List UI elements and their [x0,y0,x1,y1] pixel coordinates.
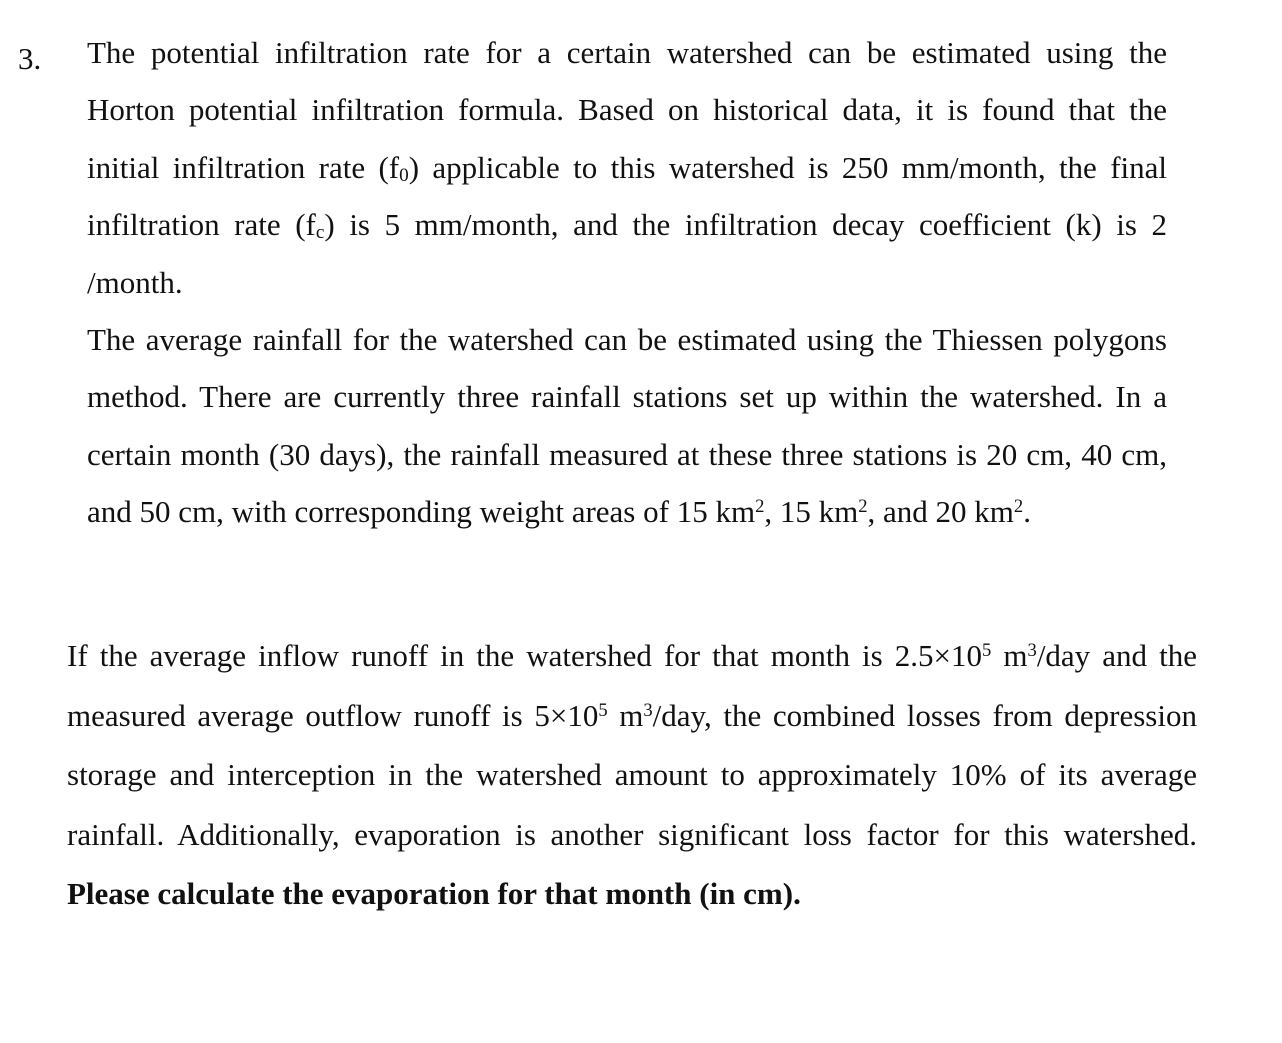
question-prompt: Please calculate the evaporation for that month (in cm). [67,876,801,912]
para3-superscript-2: 3 [1027,639,1037,661]
paragraph-rainfall [87,311,1167,541]
para2-text-3: , and 20 km [867,494,1014,530]
para1-subscript-0: 0 [399,164,409,186]
question-number: 3. [18,41,42,76]
para3-text-1: If the average inflow runoff in the watershed for that month is 2.5×10 [67,638,983,673]
para1-subscript-c: c [315,222,325,244]
para3-superscript-1: 5 [982,639,992,661]
para2-superscript-1: 2 [755,496,765,517]
para2-superscript-3: 2 [1013,496,1024,517]
paragraph-infiltration [87,24,1167,311]
para3-superscript-3: 5 [598,699,608,721]
para2-text-1: The average rainfall for the watershed can be estimated using the Thiessen polygons method. There are currently three rainfall stations set up within the watershed. In a certain month (30 days), the rainfall measured at these three stations is 20 cm, 40 cm, and 50 cm, with corresponding weight areas of 15 km [87,322,1167,530]
para3-superscript-4: 3 [643,699,653,721]
para2-superscript-2: 2 [858,496,868,517]
paragraph-runoff-question [67,626,1197,924]
para1-text-3: ) is 5 mm/month, and the infiltration decay coefficient (k) is 2 /month. [87,207,1168,300]
para1-text-1: The potential infiltration rate for a certain watershed can be estimated using the Horton potential infiltration formula. Based on historical data, it is found that the initial infiltration rate (f [87,35,1167,185]
para2-text-4: . [1023,494,1031,530]
para3-text-3: /day and the measured average outflow runoff is 5×10 [67,638,1197,733]
para2-text-2: , 15 km [764,494,859,530]
para3-text-2: m [991,638,1028,673]
para3-text-4: m [607,697,644,733]
para1-text-2: ) applicable to this watershed is 250 mm/month, the final infiltration rate (f [87,149,1167,243]
para3-text-5: /day, the combined losses from depression storage and interception in the watershed amount to approximately 10% of its average rainfall. Additionally, evaporation is another significant loss factor for this watershed. [67,697,1197,852]
